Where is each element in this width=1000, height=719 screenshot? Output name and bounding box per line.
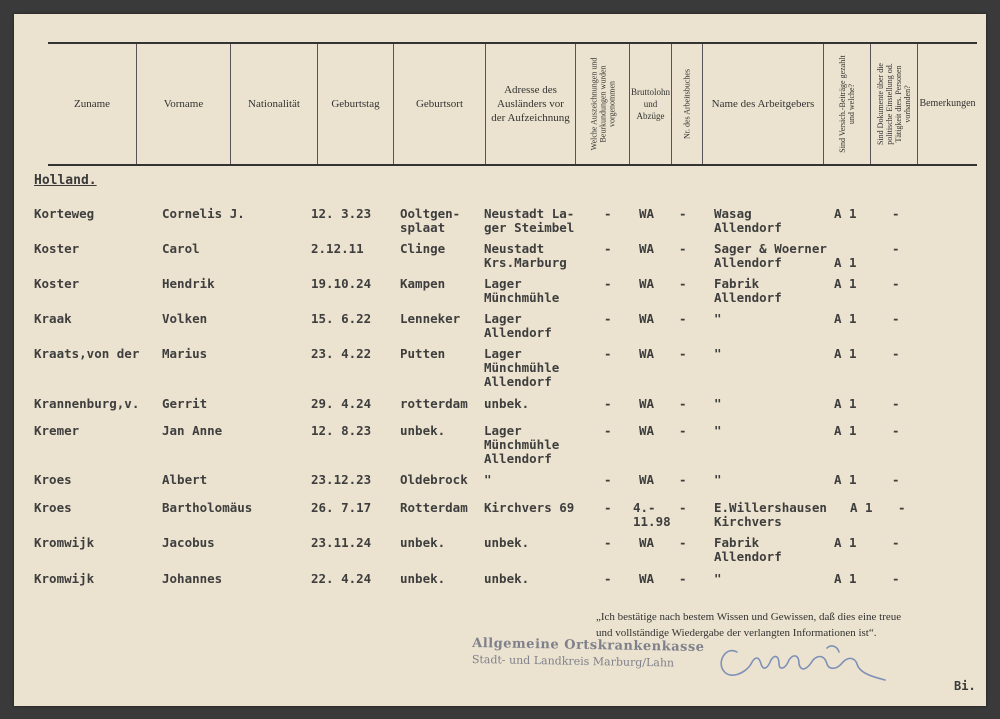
cell-dokumente: - <box>892 423 900 438</box>
cell-auszeichnungen: - <box>604 206 612 221</box>
cell-brutto: WA <box>639 423 655 438</box>
col-adresse <box>485 44 575 164</box>
cell-vorname: Albert <box>162 472 208 487</box>
col-auszeichnungen <box>575 44 629 164</box>
stamp-line-1: Allgemeine Ortskrankenkasse <box>472 635 705 656</box>
cell-brutto: WA <box>639 571 655 586</box>
cell-dokumente: - <box>892 472 900 487</box>
cell-brutto: WA <box>639 396 655 411</box>
cell-auszeichnungen: - <box>604 535 612 550</box>
col-auszeichnungen-label: Welche Auszeichnungen und Beurkundungen wurden vorgenommen <box>589 57 616 151</box>
cell-arbeitgeber: " <box>714 311 722 326</box>
col-geburtsort <box>393 44 485 164</box>
cell-geburtstag: 23. 4.22 <box>311 346 372 361</box>
cell-vorname: Volken <box>162 311 208 326</box>
cell-geburtstag: 15. 6.22 <box>311 311 372 326</box>
col-zuname <box>48 44 136 164</box>
cell-geburtsort: Kampen <box>400 276 446 291</box>
col-arbeitsbuch <box>671 44 702 164</box>
cell-geburtsort: Ooltgen- splaat <box>400 206 461 235</box>
cell-zuname: Koster <box>34 276 80 291</box>
cell-vorname: Carol <box>162 241 200 256</box>
cell-arbeitsbuch: - <box>679 206 687 221</box>
col-bemerkungen-label: Bemerkungen <box>919 98 976 109</box>
cell-arbeitgeber: " <box>714 571 722 586</box>
cell-adresse: unbek. <box>484 571 530 586</box>
cell-geburtstag: 26. 7.17 <box>311 500 372 515</box>
cell-geburtstag: 22. 4.24 <box>311 571 372 586</box>
cell-arbeitgeber: " <box>714 423 722 438</box>
cell-arbeitgeber: " <box>714 346 722 361</box>
cell-auszeichnungen: - <box>604 571 612 586</box>
cell-adresse: Lager Münchmühle Allendorf <box>484 346 560 389</box>
cell-vorname: Jan Anne <box>162 423 223 438</box>
cell-arbeitgeber: Fabrik Allendorf <box>714 276 782 305</box>
cell-auszeichnungen: - <box>604 500 612 515</box>
stamp-line-2: Stadt- und Landkreis Marburg/Lahn <box>471 652 675 670</box>
cell-geburtsort: rotterdam <box>400 396 468 411</box>
col-versich <box>823 44 870 164</box>
cell-dokumente: - <box>892 206 900 221</box>
cell-versich: A 1 <box>834 206 857 221</box>
cell-brutto: 4.- 11.98 <box>633 500 671 529</box>
cell-geburtsort: Clinge <box>400 241 446 256</box>
cell-arbeitsbuch: - <box>679 346 687 361</box>
cell-zuname: Kroes <box>34 472 72 487</box>
cell-vorname: Marius <box>162 346 208 361</box>
cell-arbeitgeber: Sager & Woerner Allendorf <box>714 241 827 270</box>
office-stamp <box>472 636 705 672</box>
cell-zuname: Korteweg <box>34 206 95 221</box>
page-mark: Bi. <box>954 679 976 693</box>
cell-geburtstag: 19.10.24 <box>311 276 372 291</box>
cell-geburtstag: 23.12.23 <box>311 472 372 487</box>
cell-arbeitsbuch: - <box>679 423 687 438</box>
col-arbeitgeber-label: Name des Arbeitgebers <box>711 98 815 110</box>
cell-auszeichnungen: - <box>604 472 612 487</box>
cell-geburtstag: 29. 4.24 <box>311 396 372 411</box>
col-nationalitaet <box>230 44 317 164</box>
col-nationalitaet-label: Nationalität <box>248 98 300 110</box>
cell-brutto: WA <box>639 535 655 550</box>
cell-dokumente: - <box>892 535 900 550</box>
cell-adresse: Lager Allendorf <box>484 311 552 340</box>
cell-arbeitgeber: " <box>714 396 722 411</box>
cell-geburtstag: 23.11.24 <box>311 535 372 550</box>
cell-adresse: Lager Münchmühle <box>484 276 560 305</box>
section-heading: Holland. <box>34 173 97 188</box>
certification-line-1: „Ich bestätige nach bestem Wissen und Gewissen, daß dies eine treue <box>596 611 902 623</box>
cell-auszeichnungen: - <box>604 346 612 361</box>
cell-auszeichnungen: - <box>604 241 612 256</box>
cell-zuname: Kraak <box>34 311 72 326</box>
cell-dokumente: - <box>898 500 906 515</box>
cell-dokumente: - <box>892 396 900 411</box>
cell-zuname: Kromwijk <box>34 535 95 550</box>
cell-auszeichnungen: - <box>604 423 612 438</box>
cell-versich: A 1 <box>834 472 857 487</box>
cell-brutto: WA <box>639 276 655 291</box>
cell-zuname: Krannenburg,v. <box>34 396 140 411</box>
cell-zuname: Kremer <box>34 423 80 438</box>
cell-adresse: Lager Münchmühle Allendorf <box>484 423 560 466</box>
col-bemerkungen <box>917 44 977 164</box>
cell-geburtsort: unbek. <box>400 571 446 586</box>
cell-versich: A 1 <box>834 255 857 270</box>
col-dokumente <box>870 44 917 164</box>
col-zuname-label: Zuname <box>73 98 111 110</box>
cell-geburtstag: 12. 8.23 <box>311 423 372 438</box>
handwritten-signature <box>709 624 899 684</box>
cell-auszeichnungen: - <box>604 396 612 411</box>
cell-adresse: unbek. <box>484 535 530 550</box>
cell-dokumente: - <box>892 311 900 326</box>
cell-zuname: Kroes <box>34 500 72 515</box>
cell-dokumente: - <box>892 571 900 586</box>
cell-arbeitgeber: Wasag Allendorf <box>714 206 782 235</box>
cell-arbeitgeber: Fabrik Allendorf <box>714 535 782 564</box>
cell-zuname: Kraats,von der <box>34 346 140 361</box>
cell-arbeitgeber: E.Willershausen Kirchvers <box>714 500 827 529</box>
cell-geburtstag: 12. 3.23 <box>311 206 372 221</box>
cell-versich: A 1 <box>834 571 857 586</box>
cell-versich: A 1 <box>834 396 857 411</box>
col-vorname-label: Vorname <box>163 98 204 110</box>
cell-auszeichnungen: - <box>604 276 612 291</box>
cell-adresse: Neustadt La- ger Steimbel <box>484 206 575 235</box>
cell-versich: A 1 <box>834 535 857 550</box>
cell-dokumente: - <box>892 346 900 361</box>
col-dokumente-label: Sind Dokumente über die politische Einstellung od. Tätigkeit dies. Personen vorhanden? <box>876 63 912 145</box>
cell-arbeitsbuch: - <box>679 276 687 291</box>
col-vorname <box>136 44 230 164</box>
cell-arbeitsbuch: - <box>679 472 687 487</box>
cell-geburtsort: Oldebrock <box>400 472 468 487</box>
table-header <box>48 42 977 166</box>
cell-dokumente: - <box>892 276 900 291</box>
cell-auszeichnungen: - <box>604 311 612 326</box>
cell-geburtsort: Putten <box>400 346 446 361</box>
cell-adresse: Kirchvers 69 <box>484 500 575 515</box>
col-brutto <box>629 44 671 164</box>
cell-arbeitsbuch: - <box>679 396 687 411</box>
cell-zuname: Koster <box>34 241 80 256</box>
col-adresse-label: Adresse des Ausländers vor der Aufzeichnung <box>491 84 570 124</box>
cell-vorname: Bartholomäus <box>162 500 253 515</box>
cell-brutto: WA <box>639 311 655 326</box>
cell-geburtstag: 2.12.11 <box>311 241 364 256</box>
cell-versich: A 1 <box>834 346 857 361</box>
cell-vorname: Johannes <box>162 571 223 586</box>
cell-geburtsort: Rotterdam <box>400 500 468 515</box>
col-versich-label: Sind Versich.-Beiträge gezahlt und welche? <box>838 55 856 153</box>
document-card <box>14 14 986 706</box>
cell-brutto: WA <box>639 472 655 487</box>
cell-vorname: Hendrik <box>162 276 215 291</box>
cell-brutto: WA <box>639 346 655 361</box>
cell-geburtsort: unbek. <box>400 535 446 550</box>
cell-arbeitsbuch: - <box>679 535 687 550</box>
cell-versich: A 1 <box>834 311 857 326</box>
col-brutto-label: Bruttolohn und Abzüge <box>631 87 671 121</box>
cell-brutto: WA <box>639 206 655 221</box>
cell-vorname: Jacobus <box>162 535 215 550</box>
cell-brutto: WA <box>639 241 655 256</box>
cell-vorname: Cornelis J. <box>162 206 245 221</box>
cell-zuname: Kromwijk <box>34 571 95 586</box>
cell-versich: A 1 <box>834 276 857 291</box>
col-arbeitgeber <box>702 44 823 164</box>
col-arbeitsbuch-label: Nr. des Arbeitsbuches <box>682 69 692 139</box>
cell-adresse: " <box>484 472 492 487</box>
certification-line-2: und vollständige Wiedergabe der verlangten Informationen ist“. <box>596 627 877 639</box>
cell-arbeitsbuch: - <box>679 500 687 515</box>
cell-arbeitsbuch: - <box>679 241 687 256</box>
cell-adresse: Neustadt Krs.Marburg <box>484 241 567 270</box>
cell-vorname: Gerrit <box>162 396 208 411</box>
cell-arbeitsbuch: - <box>679 311 687 326</box>
cell-arbeitgeber: " <box>714 472 722 487</box>
col-geburtstag-label: Geburtstag <box>331 98 380 110</box>
cell-geburtsort: unbek. <box>400 423 446 438</box>
col-geburtstag <box>317 44 393 164</box>
col-geburtsort-label: Geburtsort <box>415 98 464 110</box>
cell-versich: A 1 <box>834 423 857 438</box>
cell-adresse: unbek. <box>484 396 530 411</box>
cell-dokumente: - <box>892 241 900 256</box>
cell-geburtsort: Lenneker <box>400 311 461 326</box>
cell-versich: A 1 <box>850 500 873 515</box>
cell-arbeitsbuch: - <box>679 571 687 586</box>
